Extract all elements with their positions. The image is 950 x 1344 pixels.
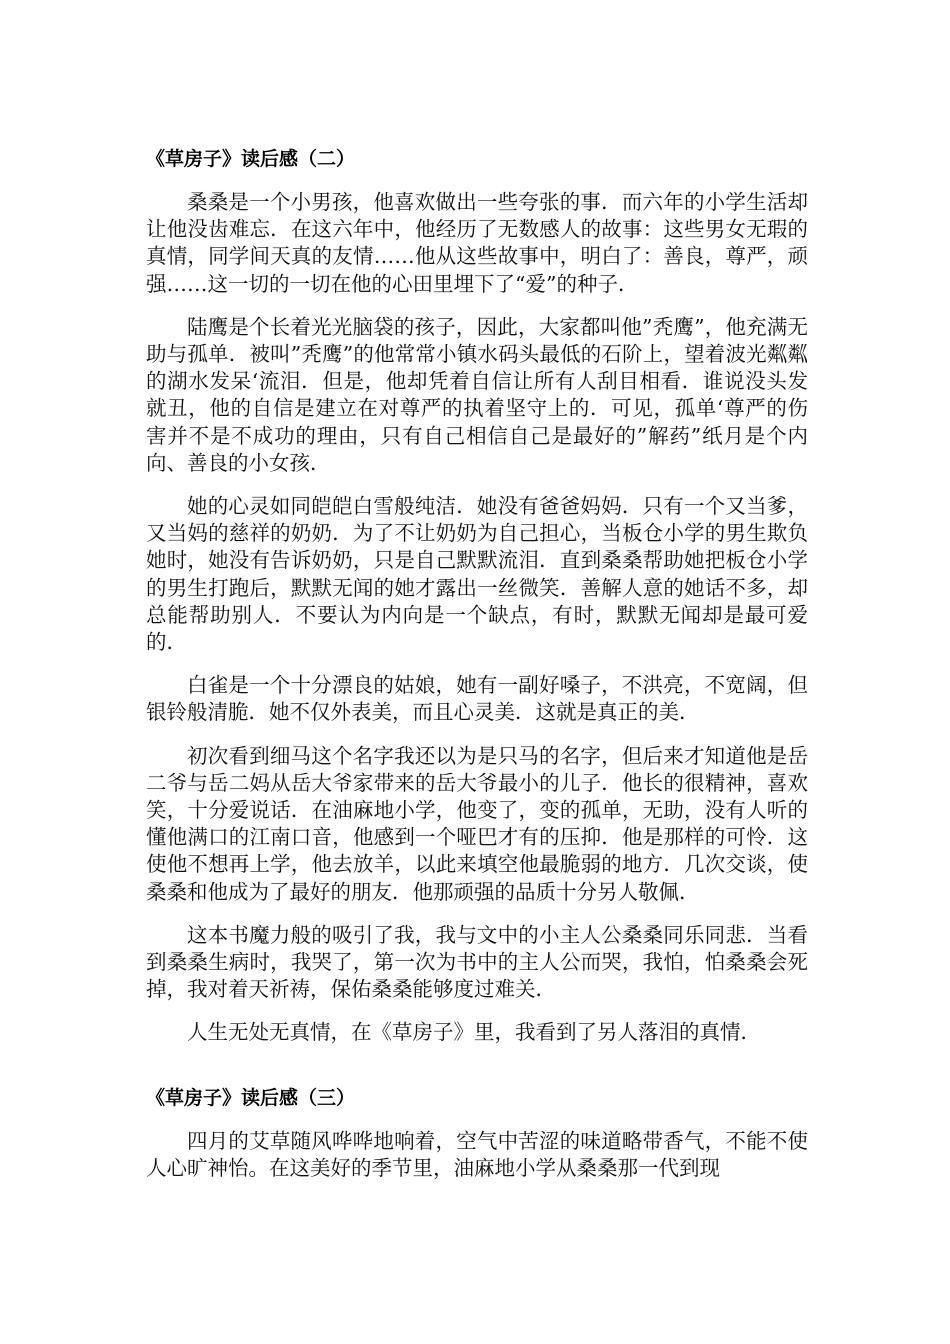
section-title-3: 《草房子》读后感（三）: [146, 1086, 356, 1109]
paragraph: 四月的艾草随风哗哗地响着，空气中苦涩的味道略带香气，不能不使人心旷神怡。在这美好的季节里，油麻地小学从桑桑那一代到现: [146, 1128, 808, 1180]
document-body: [146, 146, 808, 1198]
paragraph: 人生无处无真情，在《草房子》里，我看到了另人落泪的真情．: [187, 1020, 761, 1045]
paragraph: 她的心灵如同皑皑白雪般纯洁．她没有爸爸妈妈．只有一个又当爹，又当妈的慈祥的奶奶．为了不让奶奶为自己担心，当板仓小学的男生欺负她时，她没有告诉奶奶，只是自己默默流泪．直到桑桑帮助她把板仓小学的男生打跑后，默默无闻的她才露出一丝微笑．善解人意的她话不多，却总能帮助别人．不要认为内向是一个缺点，有时，默默无闻却是最可爱的．: [146, 494, 808, 655]
paragraph: 桑桑是一个小男孩，他喜欢做出一些夸张的事．而六年的小学生活却让他没齿难忘．在这六年中，他经历了无数感人的故事：这些男女无瑕的真情，同学间天真的友情……他从这些故事中，明白了：善良，尊严，顽强……这一切的一切在他的心田里埋下了“爱”的种子．: [146, 190, 808, 296]
section-title-2: 《草房子》读后感（二）: [146, 148, 356, 170]
paragraph: 这本书魔力般的吸引了我，我与文中的小主人公桑桑同乐同悲．当看到桑桑生病时，我哭了，第一次为书中的主人公而哭，我怕，怕桑桑会死掉，我对着天祈祷，保佑桑桑能够度过难关．: [146, 922, 808, 1002]
paragraph: 初次看到细马这个名字我还以为是只马的名字，但后来才知道他是岳二爷与岳二妈从岳大爷家带来的岳大爷最小的儿子．他长的很精神，喜欢笑，十分爱说话．在油麻地小学，他变了，变的孤单，无助，没有人听的懂他满口的江南口音，他感到一个哑巴才有的压抑．他是那样的可怜．这使他不想再上学，他去放羊，以此来填空他最脆弱的地方．几次交谈，使桑桑和他成为了最好的朋友．他那顽强的品质十分另人敬佩．: [146, 743, 808, 904]
paragraph: 陆鹰是个长着光光脑袋的孩子，因此，大家都叫他”秃鹰”，他充满无助与孤单．被叫”秃鹰”的他常常小镇水码头最低的石阶上，望着波光粼粼的湖水发呆‘流泪．但是，他却凭着自信让所有人刮目相看．谁说没头发就丑，他的自信是建立在对尊严的执着坚守上的．可见，孤单‘尊严的伤害并不是不成功的理由，只有自己相信自己是最好的”解药”纸月是个内向、善良的小女孩．: [146, 314, 808, 475]
paragraph: 白雀是一个十分漂良的姑娘，她有一副好嗓子，不洪亮，不宽阔，但银铃般清脆．她不仅外表美，而且心灵美．这就是真正的美．: [146, 673, 808, 725]
